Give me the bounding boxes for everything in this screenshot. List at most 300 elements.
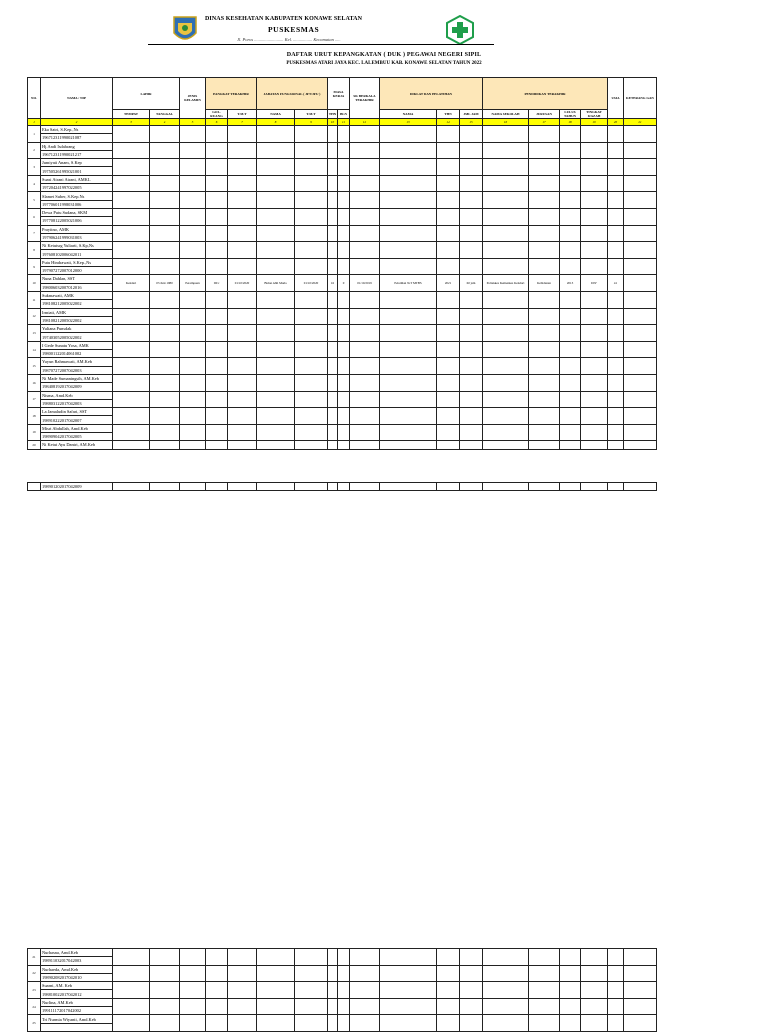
cell-bln [338, 159, 350, 176]
cell-jab-tmt [295, 374, 328, 391]
cell-tingkat [581, 1015, 608, 1032]
employee-nip: 197204241997022005 [41, 184, 113, 192]
cell-sekolah [483, 175, 529, 192]
cell-tmt [228, 391, 257, 408]
empty-cell [257, 441, 295, 449]
cell-sekolah [483, 142, 529, 159]
cell-gol [206, 308, 228, 325]
col-no: NO. [28, 78, 41, 119]
cell-usia [608, 242, 624, 259]
cell-lulus [560, 291, 581, 308]
table-row-nip [28, 483, 657, 491]
cell-keterangan [624, 142, 657, 159]
cell-tanggal [150, 291, 180, 308]
cell-tingkat [581, 982, 608, 999]
cell-jk [180, 242, 206, 259]
table-row [28, 192, 657, 200]
cell-tingkat [581, 291, 608, 308]
cell-bln [338, 391, 350, 408]
cell-sk [350, 982, 380, 999]
table-body [28, 119, 657, 450]
cell-lulus [560, 358, 581, 375]
cell-usia [608, 175, 624, 192]
cell-jurusan [529, 424, 560, 441]
cell-gol: III/c [206, 275, 228, 292]
cell-tmt [228, 424, 257, 441]
table-row [28, 175, 657, 183]
col-jurusan: JURUSAN [529, 110, 560, 119]
cell-tanggal [150, 258, 180, 275]
col-tanggal: TANGGAL [150, 110, 180, 119]
cell-jab [257, 208, 295, 225]
cell-gol [206, 175, 228, 192]
cell-sekolah [483, 242, 529, 259]
employee-nip: 197906241999031003 [41, 233, 113, 241]
cell-sk [350, 225, 380, 242]
table-row [28, 291, 657, 299]
cell-bln [338, 408, 350, 425]
column-number: 8 [257, 119, 295, 126]
employee-nip: 197403052005022002 [41, 333, 113, 341]
cell-gol [206, 126, 228, 143]
cell-diklat [380, 408, 437, 425]
cell-jab [257, 1015, 295, 1032]
cell-keterangan [624, 424, 657, 441]
column-number: 6 [206, 119, 228, 126]
page-break-fragment [27, 482, 657, 491]
cell-tingkat [581, 998, 608, 1015]
cell-usia [608, 408, 624, 425]
cell-sk [350, 1015, 380, 1032]
cell-diklat [380, 424, 437, 441]
cell-usia [608, 358, 624, 375]
cell-tmt [228, 126, 257, 143]
cell-tmt [228, 1015, 257, 1032]
employee-nip: 198911032017042003 [41, 957, 113, 965]
cell-jk [180, 159, 206, 176]
cell-sekolah [483, 391, 529, 408]
cell-keterangan [624, 949, 657, 966]
cell-sekolah [483, 1015, 529, 1032]
cell-jab [257, 424, 295, 441]
cell-tempat [113, 391, 150, 408]
employee-name: I Gede Sunatu Yosa, AMK [41, 341, 113, 349]
empty-cell [350, 441, 380, 449]
cell-tmt [228, 358, 257, 375]
cell-jab-tmt [295, 308, 328, 325]
employee-name: Dewa Putu Sudana, SKM [41, 208, 113, 216]
empty-cell [608, 441, 624, 449]
cell-jab-tmt [295, 126, 328, 143]
row-number: 4 [28, 175, 41, 192]
cell-jam [460, 424, 483, 441]
cell-tempat [113, 1015, 150, 1032]
cell-sekolah [483, 998, 529, 1015]
cell-lulus [560, 208, 581, 225]
cell-usia [608, 1015, 624, 1032]
cell-jam: 60 jam [460, 275, 483, 292]
cell-bln [338, 424, 350, 441]
empty-cell [180, 483, 206, 491]
column-number-row [28, 119, 657, 126]
empty-cell [460, 441, 483, 449]
cell-diklat [380, 1015, 437, 1032]
cell-diklat-thn [437, 225, 460, 242]
cell-keterangan [624, 998, 657, 1015]
cell-lulus [560, 391, 581, 408]
cell-gol [206, 341, 228, 358]
employee-nip: 196712311990021087 [41, 134, 113, 142]
cell-bln [338, 1015, 350, 1032]
cell-tanggal [150, 192, 180, 209]
cell-jk [180, 208, 206, 225]
cell-jam [460, 391, 483, 408]
cell-diklat-thn [437, 242, 460, 259]
cell-jab-tmt [295, 291, 328, 308]
cell-jab [257, 965, 295, 982]
col-bln: BLN [338, 110, 350, 119]
cell-diklat [380, 126, 437, 143]
col-masa-kerja: MASA KERJA [328, 78, 350, 110]
employee-name: Slamet Suber, S.Kep.Ns [41, 192, 113, 200]
cell-jab-tmt [295, 982, 328, 999]
document-title: DAFTAR URUT KEPANGKATAN ( DUK ) PEGAWAI NEGERI SIPIL [286, 52, 482, 58]
cell-diklat [380, 341, 437, 358]
employee-name: Ni Made Sumaningsih, AM.Keb [41, 374, 113, 382]
cell-jam [460, 159, 483, 176]
empty-cell [624, 483, 657, 491]
cell-gol [206, 408, 228, 425]
cell-jk [180, 308, 206, 325]
cell-jk [180, 358, 206, 375]
col-nama: NAMA / NIP [41, 78, 113, 119]
cell-lulus [560, 258, 581, 275]
duk-table-wrap [27, 77, 657, 450]
empty-cell [483, 441, 529, 449]
cell-tanggal [150, 408, 180, 425]
empty-cell [328, 483, 338, 491]
table-row [28, 325, 657, 333]
cell-keterangan [624, 341, 657, 358]
cell-sk [350, 142, 380, 159]
cell-jk [180, 1015, 206, 1032]
header-line1: DINAS KESEHATAN KABUPATEN KONAWE SELATAN [205, 16, 363, 22]
cell-bln [338, 358, 350, 375]
cell-tmt: 01/10/2020 [228, 275, 257, 292]
cell-tanggal [150, 325, 180, 342]
cell-jab-tmt [295, 242, 328, 259]
empty-cell [529, 483, 560, 491]
cell-usia [608, 325, 624, 342]
cell-jam [460, 949, 483, 966]
empty-cell [529, 441, 560, 449]
cell-bln: 0 [338, 275, 350, 292]
cell-jk [180, 142, 206, 159]
col-usia: USIA [608, 78, 624, 119]
cell-thn [328, 949, 338, 966]
row-number: 9 [28, 258, 41, 275]
cell-tempat [113, 949, 150, 966]
kabupaten-emblem-icon [172, 15, 198, 45]
cell-jab: Bidan Ahli Muda [257, 275, 295, 292]
column-number: 1 [28, 119, 41, 126]
cell-tempat [113, 358, 150, 375]
cell-bln [338, 192, 350, 209]
cell-diklat-thn [437, 391, 460, 408]
empty-cell [581, 441, 608, 449]
cell-lulus [560, 175, 581, 192]
cell-sk [350, 358, 380, 375]
cell-gol [206, 965, 228, 982]
cell-jurusan [529, 308, 560, 325]
cell-tempat [113, 965, 150, 982]
cell-keterangan [624, 308, 657, 325]
empty-cell [560, 483, 581, 491]
cell-jab-tmt: 01/10/2020 [295, 275, 328, 292]
employee-name: Suarni, AM. Keb [41, 982, 113, 990]
cell-tmt [228, 291, 257, 308]
empty-cell [150, 441, 180, 449]
cell-diklat [380, 982, 437, 999]
cell-jk [180, 424, 206, 441]
cell-tempat [113, 374, 150, 391]
cell-jab [257, 175, 295, 192]
row-number: 14 [28, 341, 41, 358]
cell-tingkat [581, 325, 608, 342]
cell-tingkat [581, 175, 608, 192]
cell-tmt [228, 208, 257, 225]
cell-jab [257, 374, 295, 391]
employee-name: Nurhaeda, Amd.Keb [41, 965, 113, 973]
column-number: 18 [560, 119, 581, 126]
cell-jurusan [529, 291, 560, 308]
employee-name: Eka Satri, S.Kep.,Ns [41, 126, 113, 134]
cell-lulus [560, 374, 581, 391]
cell-gol [206, 159, 228, 176]
second-page-table-wrap [27, 948, 657, 1032]
cell-tmt [228, 159, 257, 176]
cell-gol [206, 998, 228, 1015]
cell-jab [257, 159, 295, 176]
table-row [28, 142, 657, 150]
cell-gol [206, 142, 228, 159]
cell-thn [328, 341, 338, 358]
cell-diklat-thn [437, 308, 460, 325]
cell-jam [460, 175, 483, 192]
employee-name: Ni Ketutsrg Yuliarti, S.Kp,Ns [41, 242, 113, 250]
cell-usia [608, 949, 624, 966]
cell-usia [608, 341, 624, 358]
cell-jam [460, 358, 483, 375]
cell-jam [460, 291, 483, 308]
cell-usia: 41 [608, 275, 624, 292]
cell-jab-tmt [295, 325, 328, 342]
cell-diklat [380, 225, 437, 242]
cell-jk [180, 175, 206, 192]
employee-name: Yuyun Rahmawati, AM.Keb [41, 358, 113, 366]
column-number: 5 [180, 119, 206, 126]
cell-jurusan: Kebidanan [529, 275, 560, 292]
cell-tempat [113, 424, 150, 441]
cell-thn [328, 225, 338, 242]
cell-jab-tmt [295, 998, 328, 1015]
cell-thn [328, 325, 338, 342]
cell-gol [206, 358, 228, 375]
cell-sekolah [483, 358, 529, 375]
cell-diklat-thn [437, 965, 460, 982]
cell-thn [328, 175, 338, 192]
cell-diklat-thn [437, 424, 460, 441]
cell-sk [350, 325, 380, 342]
cell-diklat [380, 159, 437, 176]
cell-tempat [113, 175, 150, 192]
cell-sk [350, 391, 380, 408]
cell-jab-tmt [295, 175, 328, 192]
table-row [28, 441, 657, 449]
cell-tanggal [150, 242, 180, 259]
empty-cell [380, 483, 437, 491]
row-number: 22 [28, 965, 41, 982]
empty-cell [113, 483, 150, 491]
cell-tmt [228, 175, 257, 192]
cell-jab [257, 225, 295, 242]
cell-thn [328, 1015, 338, 1032]
table-row [28, 949, 657, 957]
cell-jab-tmt [295, 408, 328, 425]
cell-bln [338, 308, 350, 325]
empty-cell [483, 483, 529, 491]
cell-jk [180, 374, 206, 391]
cell-tmt [228, 949, 257, 966]
cell-bln [338, 258, 350, 275]
cell-jurusan [529, 142, 560, 159]
cell-jab-tmt [295, 159, 328, 176]
cell-sekolah [483, 982, 529, 999]
cell-jk [180, 998, 206, 1015]
column-number: 4 [150, 119, 180, 126]
row-number: 2 [28, 142, 41, 159]
cell-gol [206, 1015, 228, 1032]
row-number: 5 [28, 192, 41, 209]
cell-thn [328, 142, 338, 159]
cell-tingkat [581, 225, 608, 242]
cell-diklat [380, 258, 437, 275]
cell-tingkat [581, 126, 608, 143]
cell-thn [328, 982, 338, 999]
cell-jk [180, 341, 206, 358]
cell-jab-tmt [295, 341, 328, 358]
cell-tmt [228, 225, 257, 242]
cell-keterangan [624, 982, 657, 999]
cell-jurusan [529, 374, 560, 391]
cell-usia [608, 142, 624, 159]
column-number: 15 [460, 119, 483, 126]
cell-tanggal [150, 175, 180, 192]
cell-sk [350, 374, 380, 391]
cell-keterangan [624, 1015, 657, 1032]
empty-cell [113, 441, 150, 449]
cell-usia [608, 159, 624, 176]
table-row [28, 391, 657, 399]
cell-diklat-thn [437, 325, 460, 342]
employee-nip: 198001122014061002 [41, 350, 113, 358]
cell-jab-tmt [295, 391, 328, 408]
col-jenis-kelamin: JENIS KELAMIN [180, 78, 206, 119]
cell-tempat [113, 998, 150, 1015]
cell-jam [460, 192, 483, 209]
employee-name: Nurlina, AM.Keb [41, 998, 113, 1006]
cell-tmt [228, 142, 257, 159]
empty-cell [350, 483, 380, 491]
employee-name: Suasi Atrani Atrani, AMKL [41, 175, 113, 183]
col-sekolah: NAMA SEKOLAH [483, 110, 529, 119]
cell-lulus [560, 424, 581, 441]
cell-jam [460, 308, 483, 325]
cell-tmt [228, 408, 257, 425]
empty-cell [338, 483, 350, 491]
cell-thn [328, 965, 338, 982]
table-row [28, 341, 657, 349]
cell-sekolah [483, 949, 529, 966]
cell-sk [350, 208, 380, 225]
table-row [28, 159, 657, 167]
cell-keterangan [624, 126, 657, 143]
cell-sekolah [483, 965, 529, 982]
empty-cell [228, 483, 257, 491]
cell-diklat-thn [437, 982, 460, 999]
cell-tempat [113, 341, 150, 358]
cell-tingkat [581, 242, 608, 259]
cell-jk [180, 949, 206, 966]
table-row [28, 1015, 657, 1023]
fragment-table [27, 482, 657, 491]
employee-nip: 198803122017042003 [41, 399, 113, 407]
cell-tingkat [581, 208, 608, 225]
cell-tmt [228, 998, 257, 1015]
cell-sk [350, 126, 380, 143]
cell-tanggal [150, 1015, 180, 1032]
cell-keterangan [624, 242, 657, 259]
col-jab-tmt: T.M.T [295, 110, 328, 119]
cell-tingkat [581, 374, 608, 391]
employee-name: Misri Abdullah, Amd.Keb [41, 424, 113, 432]
cell-jab [257, 982, 295, 999]
cell-jurusan [529, 208, 560, 225]
cell-diklat-thn [437, 159, 460, 176]
cell-tempat [113, 982, 150, 999]
cell-sekolah [483, 325, 529, 342]
cell-jab-tmt [295, 225, 328, 242]
cell-jurusan [529, 126, 560, 143]
cell-keterangan [624, 275, 657, 292]
row-number: 17 [28, 391, 41, 408]
employee-name: Prayitno, AMK [41, 225, 113, 233]
cell-tempat [113, 225, 150, 242]
cell-keterangan [624, 408, 657, 425]
col-tingkat: TINGKAT IJAZAH [581, 110, 608, 119]
cell-sk [350, 998, 380, 1015]
employee-nip: 198108212005022002 [41, 300, 113, 308]
employee-nip: 198707272007042003 [41, 366, 113, 374]
row-number: 6 [28, 208, 41, 225]
cell-thn [328, 258, 338, 275]
cell-sekolah [483, 192, 529, 209]
cell-tmt [228, 965, 257, 982]
cell-jab-tmt [295, 258, 328, 275]
cell-sekolah [483, 374, 529, 391]
cell-jurusan [529, 341, 560, 358]
employee-nip: 198909042017042005 [41, 432, 113, 440]
